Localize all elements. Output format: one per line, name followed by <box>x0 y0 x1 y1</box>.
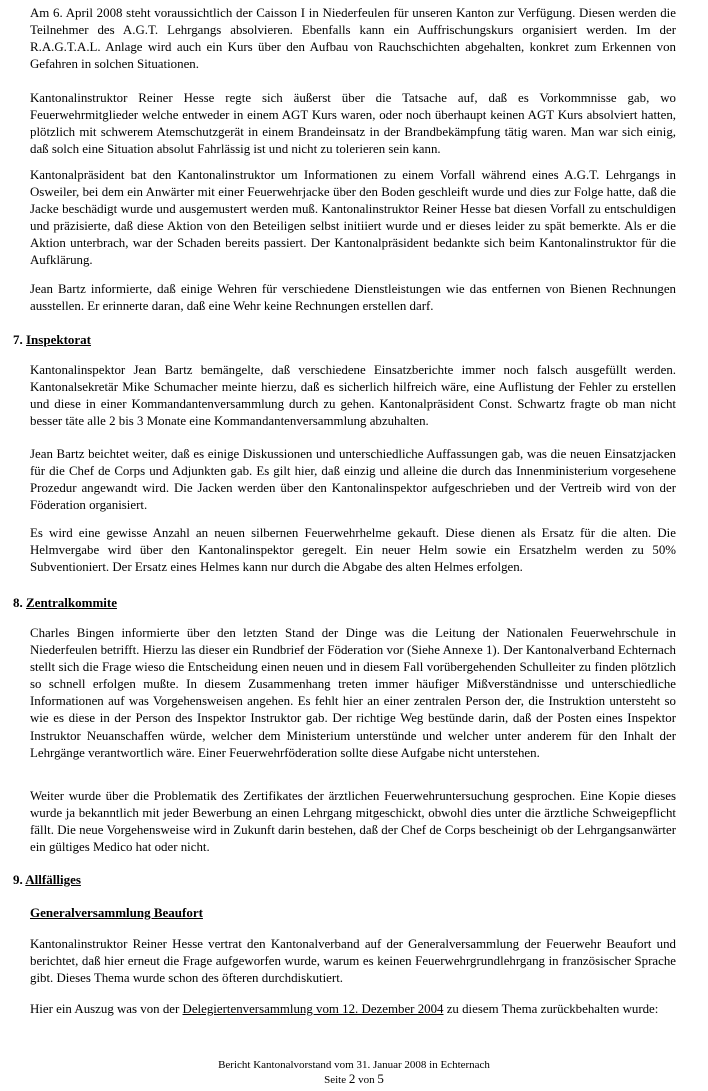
page-footer <box>0 1059 708 1087</box>
section-title: Zentralkommite <box>26 595 117 610</box>
footer-von-label: von <box>358 1074 375 1086</box>
paragraph-feuerwehrschule <box>30 625 676 762</box>
footer-total-pages: 5 <box>377 1071 384 1086</box>
paragraph-text: Charles Bingen informierte über den letzten Stand der Dinge was die Leitung der Nationalen Feuerwehrschule in Niederfeulen betrifft. Hierzu las dieser ein Rundbrief der Föderation vor (Siehe Annexe 1). Der Kantonalverband Echternach stellt sich die Frage wieso die Entscheidung einen neuen und in diesem Fall vorübergehenden Schulleiter zu finden plötzlich so schnell erfolgen mußte. In diesem Zusammenhang treten immer häufiger Mißverständnisse und unterschiedliche Informationen auf was Vorgehensweisen angehen. Es fehlt hier an einer zentralen Person der, die Instruktion untersteht so wie es diese in der Person des Inspektor Instruktor gab. Der richtige Weg bestünde darin, daß der Posten eines Inspektor Instruktor Neuanschaffen würde, welcher dem Ministerium unterstünde und welcher unter anderem für den Inhalt der Lehrgänge verantwortlich wäre. Einer Feuerwehrföderation sollte diese Aufgabe nicht unterstehen. <box>30 626 676 760</box>
underlined-reference: Delegiertenversammlung vom 12. Dezember 2004 <box>182 1002 444 1016</box>
paragraph-osweiler <box>30 167 676 270</box>
paragraph-rechnungen <box>30 281 676 315</box>
paragraph-text: Jean Bartz beichtet weiter, daß es einige Diskussionen und unterschiedliche Auffassungen gab, was die neuen Einsatzjacken für die Chef de Corps und Adjunkten gab. Es gilt hier, daß einzig und alleine die durch das Innenministerium vorgesehene Prozedur angewandt wird. Die Jacken werden über den Kantonalinspektor aufgeschrieben und der Vertreib wird von der Föderation organisiert. <box>30 447 676 513</box>
paragraph-auszug <box>30 1001 676 1018</box>
paragraph-text: Kantonalinstruktor Reiner Hesse regte sich äußerst über die Tatsache auf, daß es Vorkommnisse gab, wo Feuerwehrmitglieder welche entweder in einem AGT Kurs waren, oder noch überhaupt keinen AGT Kurs absolviert hatten, plötzlich mit schwerem Atemschutzgerät in einem Brandeinsatz in der Brandbekämpfung tätig waren. Man war sich einig, daß solch eine Situation absolut Fahrlässig ist und nicht zu tolerieren sein kann. <box>30 91 676 157</box>
text-run: zu diesem Thema zurückbehalten wurde: <box>443 1002 659 1016</box>
paragraph-helme <box>30 525 676 576</box>
footer-report-title: Bericht Kantonalvorstand vom 31. Januar 2008 in Echternach <box>218 1059 490 1071</box>
footer-page-number <box>0 1072 708 1087</box>
section-heading-zentralkommite <box>13 595 117 611</box>
paragraph-caisson <box>30 5 676 73</box>
section-heading-inspektorat <box>13 332 91 348</box>
paragraph-text: Kantonalpräsident bat den Kantonalinstruktor um Informationen zu einem Vorfall während eines A.G.T. Lehrgangs in Osweiler, bei dem ein Anwärter mit einer Feuerwehrjacke über den Boden geschleift wurde und dies zur Folge hatte, daß die Jacke beschädigt wurde und ausgemustert werden muß. Kantonalinstruktor Reiner Hesse bat diesen Vorfall zu entschuldigen und präzisierte, daß diese Aktion von den Beteiligen selbst initiiert wurde und er dieses leider zu spät bemerkte. Als er die Aktion unterbrach, war der Schaden bereits passiert. Der Kantonalpräsident bedankte sich beim Kantonalinstruktor für die Aufklärung. <box>30 168 676 268</box>
paragraph-text: Es wird eine gewisse Anzahl an neuen silbernen Feuerwehrhelme gekauft. Diese dienen als Ersatz für die alten. Die Helmvergabe wird über den Kantonalinspektor geregelt. Ein neuer Helm sowie ein Ersatzhelm werden zu 50% Subventioniert. Der Ersatz eines Helmes kann nur durch die Abgabe des alten Helmes erfolgen. <box>30 526 676 575</box>
paragraph-text <box>30 1001 676 1018</box>
paragraph-einsatzberichte <box>30 362 676 430</box>
paragraph-beaufort <box>30 936 676 987</box>
footer-current-page: 2 <box>348 1071 356 1086</box>
subheading-generalversammlung-beaufort: Generalversammlung Beaufort <box>30 905 203 920</box>
section-heading-allfaelliges <box>13 872 81 888</box>
section-number: 9. <box>13 872 23 887</box>
footer-seite-label: Seite <box>324 1074 347 1086</box>
section-title: Allfälliges <box>25 872 81 887</box>
paragraph-agt-incidents <box>30 90 676 158</box>
paragraph-text: Kantonalinspektor Jean Bartz bemängelte, daß verschiedene Einsatzberichte immer noch falsch ausgefüllt werden. Kantonalsekretär Mike Schumacher meinte hierzu, daß es sicherlich hilfreich wäre, eine Auflistung der Fehler zu erstellen und diese in einer Kommandantenversammlung durch zu gehen. Kantonalpräsident Const. Schwartz fragte ob man nicht besser täte alle 2 bis 3 Monate eine Kommandantenversammlung abzuhalten. <box>30 363 676 429</box>
paragraph-text: Jean Bartz informierte, daß einige Wehren für verschiedene Dienstleistungen wie das entfernen von Bienen Rechnungen ausstellen. Er erinnerte daran, daß eine Wehr keine Rechnungen erstellen darf. <box>30 282 676 314</box>
paragraph-zertifikat <box>30 788 676 856</box>
paragraph-text: Weiter wurde über die Problematik des Zertifikates der ärztlichen Feuerwehruntersuchung gesprochen. Eine Kopie dieses wurde ja bekanntlich mit jeder Bewerbung an einen Lehrgang mitgeschickt, obwohl dies unter die ärztliche Schweigepflicht fällt. Die neue Vorgehensweise wird in Zukunft darin bestehen, daß der Chef de Corps bescheinigt ob der Lehrgangsanwärter ein gültiges Medico hat oder nicht. <box>30 789 676 855</box>
section-title: Inspektorat <box>26 332 92 347</box>
text-run: Hier ein Auszug was von der <box>30 1002 183 1016</box>
section-number: 8. <box>13 595 23 610</box>
paragraph-text: Am 6. April 2008 steht voraussichtlich der Caisson I in Niederfeulen für unseren Kanton zur Verfügung. Diesen werden die Teilnehmer des A.G.T. Lehrgangs absolvieren. Ebenfalls kann ein Auffrischungskurs organisiert werden. Im der R.A.G.T.A.L. Anlage wird auch ein Kurs über den Aufbau von Rauchschichten abgehalten, konkret zum Erkennen von Gefahren in solchen Situationen. <box>30 6 676 72</box>
section-number: 7. <box>13 332 23 347</box>
paragraph-text: Kantonalinstruktor Reiner Hesse vertrat den Kantonalverband auf der Generalversammlung der Feuerwehr Beaufort und berichtet, daß hier erneut die Frage aufgeworfen wurde, warum es keinen Feuerwehrgrundlehrgang in französischer Sprache gibt. Dieses Thema wurde schon des öfteren durchdiskutiert. <box>30 937 676 986</box>
paragraph-einsatzjacken <box>30 446 676 514</box>
